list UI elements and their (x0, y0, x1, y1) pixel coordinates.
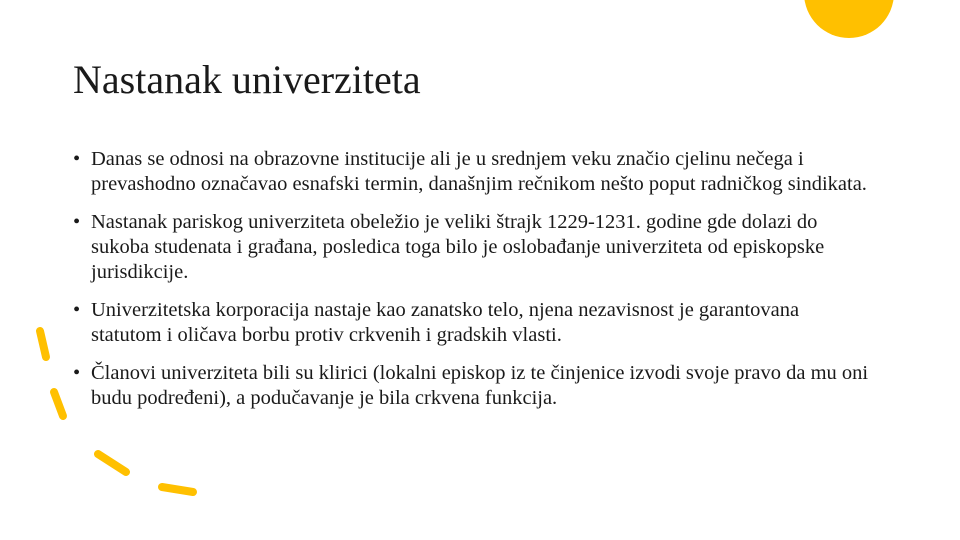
dash-1 (40, 331, 46, 357)
dash-2 (54, 392, 63, 416)
bullet-text: Danas se odnosi na obrazovne institucije ali je u srednjem veku značio cjelinu nečega i prevashodno označavao esnafski termin, današnjim rečnikom nešto poput radničkog sindikata. (91, 148, 867, 195)
slide-title: Nastanak univerziteta (73, 57, 421, 102)
bullet-dot: • (73, 299, 81, 321)
bullet-text: Nastanak pariskog univerziteta obeležio je veliki štrajk 1229-1231. godine gde dolazi do sukoba studenata i građana, posledica toga bilo je oslobađanje univerziteta od episkopske jurisdikcije. (91, 211, 825, 283)
bullet-item-3 (73, 298, 873, 348)
bullet-list (73, 147, 873, 424)
bullet-dot: • (73, 148, 81, 170)
bullet-dot: • (73, 362, 81, 384)
bullet-item-4 (73, 361, 873, 411)
yellow-circle-decoration (804, 0, 894, 38)
bullet-item-1 (73, 147, 873, 197)
bullet-text: Univerzitetska korporacija nastaje kao zanatsko telo, njena nezavisnost je garantovana statutom i oličava borbu protiv crkvenih i gradskih vlasti. (91, 299, 800, 346)
bullet-dot: • (73, 211, 81, 233)
bullet-text: Članovi univerziteta bili su klirici (lokalni episkop iz te činjenice izvodi svoje pravo da mu oni budu podređeni), a podučavanje je bila crkvena funkcija. (91, 362, 869, 409)
bullet-item-2 (73, 210, 873, 285)
dash-3 (98, 454, 126, 472)
dash-4 (162, 487, 193, 492)
